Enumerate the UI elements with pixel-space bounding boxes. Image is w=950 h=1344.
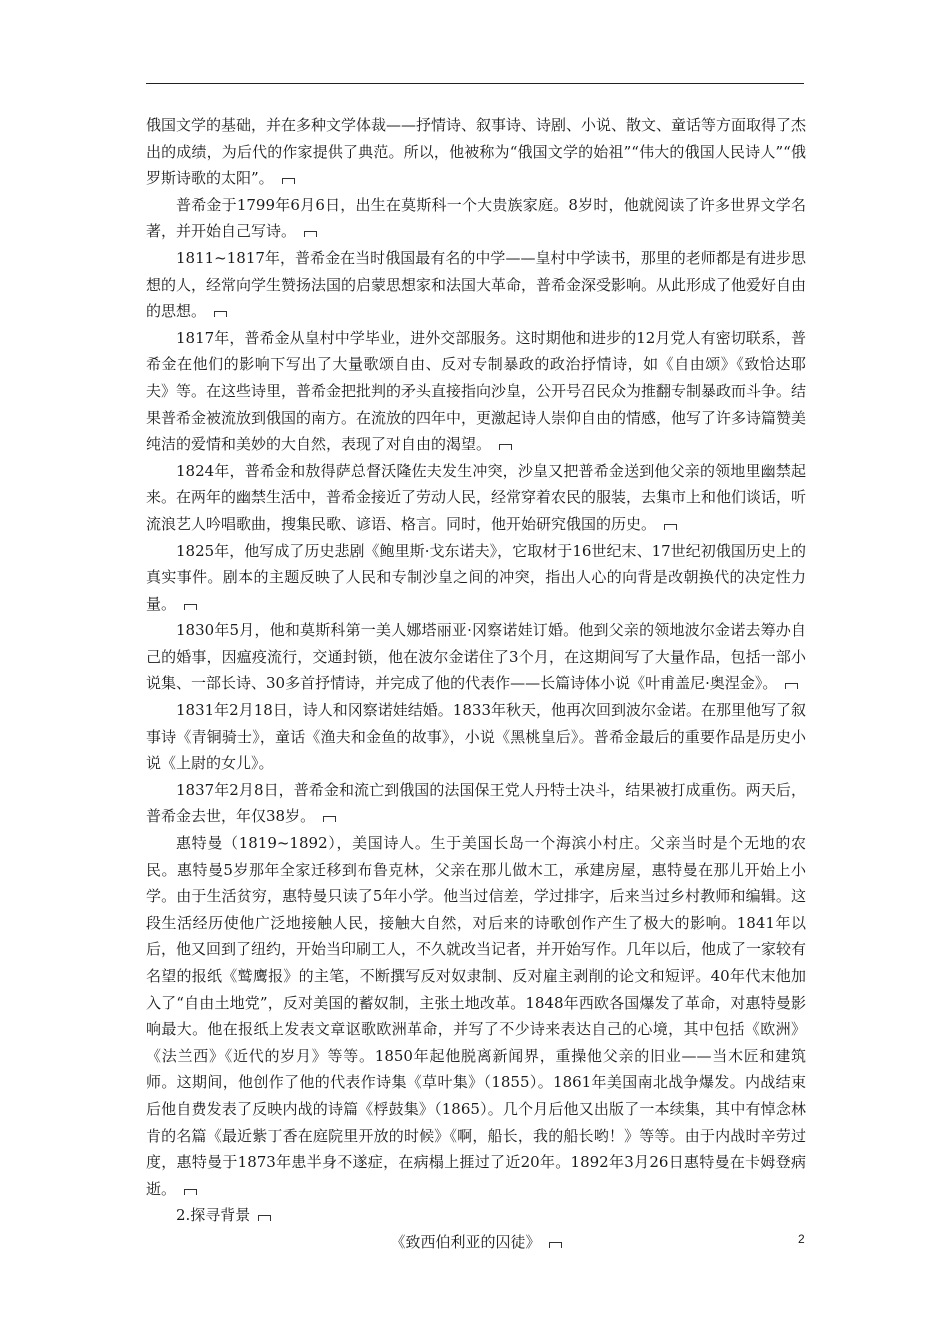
paragraph: 1817年，普希金从皇村中学毕业，进外交部服务。这时期他和进步的12月党人有密切联系，普希金在他们的影响下写出了大量歌颂自由、反对专制暴政的政治抒情诗，如《自由颂》《致恰达耶夫》等。在这些诗里，普希金把批判的矛头直接指向沙皇，公开号召民众为推翻专制暴政而斗争。结果普希金被流放到俄国的南方。在流放的四年中，更激起诗人崇仰自由的情感，他写了许多诗篇赞美纯洁的爱情和美妙的大自然，表现了对自由的渴望。	[146, 328, 807, 454]
paragraph-mark-icon	[549, 1242, 562, 1248]
paragraph: 1824年，普希金和敖得萨总督沃隆佐夫发生冲突，沙皇又把普希金送到他父亲的领地里幽禁起来。在两年的幽禁生活中，普希金接近了劳动人民，经常穿着农民的服装，去集市上和他们谈话，听流浪艺人吟唱歌曲，搜集民歌、谚语、格言。同时，他开始研究俄国的历史。	[146, 461, 807, 533]
body-text	[146, 112, 806, 1256]
paragraph-mark-icon	[664, 524, 677, 530]
paragraph-mark-icon	[304, 231, 317, 237]
paragraph: 惠特曼（1819~1892），美国诗人。生于美国长岛一个海滨小村庄。父亲当时是个无地的农民。惠特曼5岁那年全家迁移到布鲁克林，父亲在那儿做木工，承建房屋，惠特曼在那儿开始上小学。由于生活贫穷，惠特曼只读了5年小学。他当过信差，学过排字，后来当过乡村教师和编辑。这段生活经历使他广泛地接触人民，接触大自然，对后来的诗歌创作产生了极大的影响。1841年以后，他又回到了纽约，开始当印刷工人，不久就改当记者，并开始写作。几年以后，他成了一家较有名望的报纸《鹫鹰报》的主笔，不断撰写反对奴隶制、反对雇主剥削的论文和短评。40年代末他加入了“自由土地党”，反对美国的蓄奴制，主张土地改革。1848年西欧各国爆发了革命，对惠特曼影响最大。他在报纸上发表文章讴歌欧洲革命，并写了不少诗来表达自己的心境，其中包括《欧洲》《法兰西》《近代的岁月》等等。1850年起他脱离新闻界，重操他父亲的旧业——当木匠和建筑师。这期间，他创作了他的代表作诗集《草叶集》（1855）。1861年美国南北战争爆发。内战结束后他自费发表了反映内战的诗篇《桴鼓集》（1865）。几个月后他又出版了一本续集，其中有悼念林肯的名篇《最近紫丁香在庭院里开放的时候》《啊，船长，我的船长哟！》等等。由于内战时辛劳过度，惠特曼于1873年患半身不遂症，在病榻上捱过了近20年。1892年3月26日惠特曼在卡姆登病逝。	[146, 834, 807, 1198]
paragraph: 1811~1817年，普希金在当时俄国最有名的中学——皇村中学读书，那里的老师都是有进步思想的人，经常向学生赞扬法国的启蒙思想家和法国大革命，普希金深受影响。从此形成了他爱好自由的思想。	[146, 248, 807, 321]
paragraph: 1837年2月8日，普希金和流亡到俄国的法国保王党人丹特士决斗，结果被打成重伤。两天后，普希金去世，年仅38岁。	[146, 780, 806, 826]
poem-title: 《致西伯利亚的囚徒》	[146, 1229, 806, 1256]
paragraph-mark-icon	[214, 311, 227, 317]
paragraph: 1831年2月18日，诗人和冈察诺娃结婚。1833年秋天，他再次回到波尔金诺。在那里他写了叙事诗《青铜骑士》，童话《渔夫和金鱼的故事》，小说《黑桃皇后》。普希金最后的重要作品是历史小说《上尉的女儿》。	[146, 701, 806, 773]
paragraph: 普希金于1799年6月6日，出生在莫斯科一个大贵族家庭。8岁时，他就阅读了许多世界文学名著，并开始自己写诗。	[146, 195, 806, 241]
paragraph: 俄国文学的基础，并在多种文学体裁——抒情诗、叙事诗、诗剧、小说、散文、童话等方面取得了杰出的成绩，为后代的作家提供了典范。所以，他被称为“俄国文学的始祖”“伟大的俄国人民诗人”“俄罗斯诗歌的太阳”。	[146, 116, 807, 188]
paragraph-mark-icon	[184, 604, 197, 610]
paragraph: 1825年，他写成了历史悲剧《鲍里斯·戈东诺夫》，它取材于16世纪末、17世纪初俄国历史上的真实事件。剧本的主题反映了人民和专制沙皇之间的冲突，指出人心的向背是改朝换代的决定性力量。	[146, 541, 806, 613]
section-heading: 2.探寻背景	[146, 1202, 806, 1229]
page-number: 2	[798, 1232, 805, 1246]
paragraph-mark-icon	[258, 1215, 271, 1221]
paragraph-mark-icon	[282, 178, 295, 184]
paragraph-mark-icon	[499, 444, 512, 450]
header-rule	[146, 83, 804, 84]
paragraph: 1830年5月，他和莫斯科第一美人娜塔丽亚·冈察诺娃订婚。他到父亲的领地波尔金诺去筹办自己的婚事，因瘟疫流行，交通封锁，他在波尔金诺住了3个月，在这期间写了大量作品，包括一部小说集、一部长诗、30多首抒情诗，并完成了他的代表作——长篇诗体小说《叶甫盖尼·奥涅金》。	[146, 621, 806, 693]
paragraph-mark-icon	[323, 816, 336, 822]
paragraph-mark-icon	[184, 1189, 197, 1195]
paragraph-mark-icon	[785, 683, 798, 689]
